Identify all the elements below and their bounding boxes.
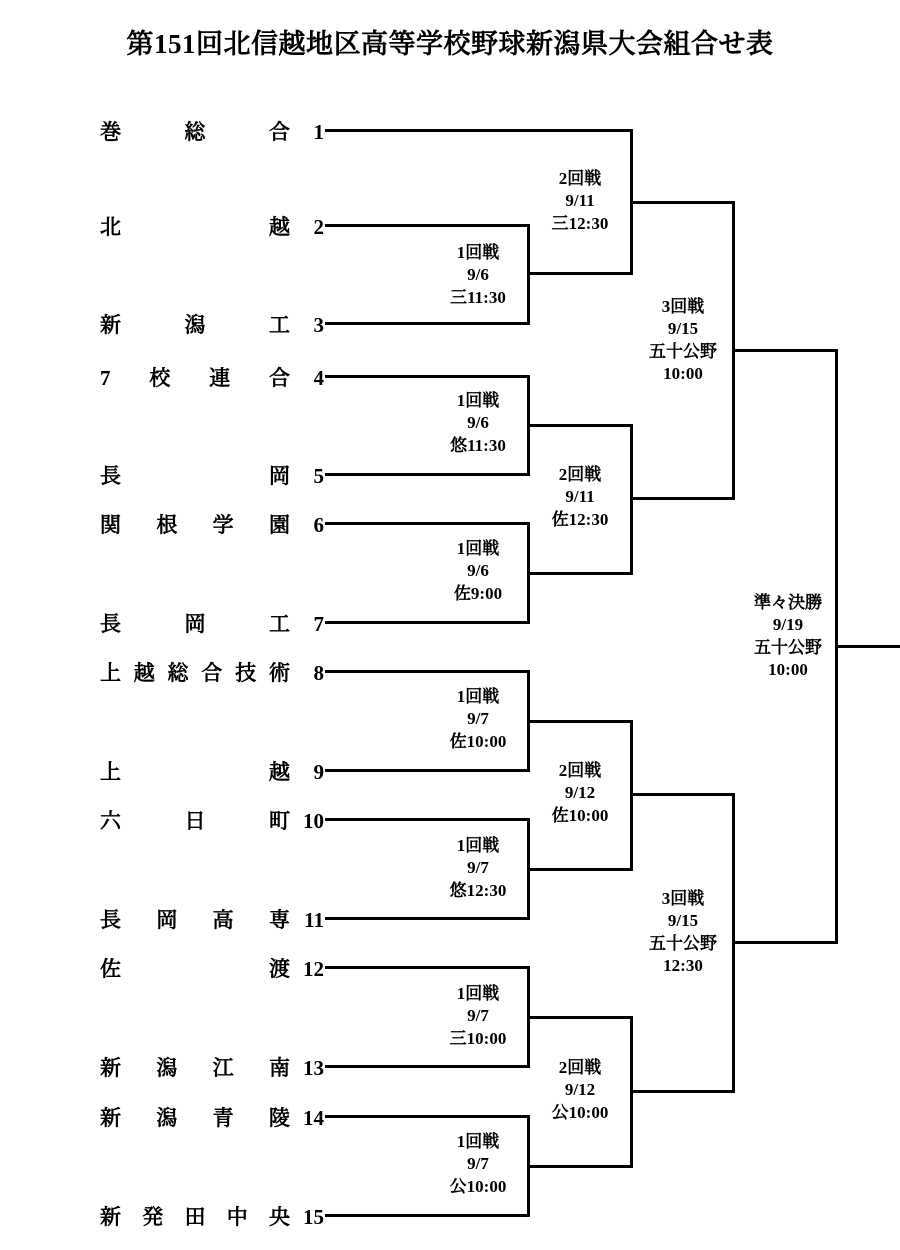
match-venue: 五十公野 [649,341,717,361]
match-round: 3回戦 [661,889,705,908]
bracket-line [630,201,735,204]
team-entry [100,212,324,238]
team-name: 六 日 町 [100,809,290,834]
page-title: 第151回北信越地区高等学校野球新潟県大会組合せ表 [126,29,774,59]
team-seed: 3 [313,313,324,338]
team-name: 上越総合技術 [100,661,290,686]
team-name: 上 越 [100,760,290,785]
match-round: 1回戦 [456,539,500,558]
team-entry [100,1202,324,1228]
team-seed: 11 [304,908,324,933]
team-seed: 12 [303,957,324,982]
bracket-line [325,1214,530,1217]
bracket-line [527,868,632,871]
team-seed: 15 [303,1205,324,1230]
team-seed: 5 [313,464,324,489]
match-venue-time: 佐10:00 [551,805,609,825]
match-date: 9/6 [467,413,489,433]
team-entry [100,757,324,783]
match-venue-time: 悠11:30 [450,435,506,455]
team-entry [100,117,324,143]
match-date: 9/19 [772,615,804,635]
team-entry [100,609,324,635]
match-round: 2回戦 [558,761,602,780]
team-name: 佐 渡 [100,957,290,982]
match-date: 9/15 [667,911,699,931]
match-label-r2-m3 [530,760,630,827]
team-name: 新 潟 工 [100,313,290,338]
match-label-r3-m1 [633,296,733,386]
match-label-r2-m1 [530,168,630,235]
team-entry [100,363,324,389]
team-name: 巻 総 合 [100,120,290,145]
team-seed: 2 [313,215,324,240]
match-venue-time: 悠12:30 [449,880,507,900]
team-seed: 1 [313,120,324,145]
match-date: 9/7 [467,1154,489,1174]
match-time: 12:30 [663,956,703,976]
bracket-line [325,670,530,673]
bracket-line [325,473,530,476]
match-round: 1回戦 [456,687,500,706]
match-venue-time: 佐10:00 [449,731,507,751]
team-name: 長 岡 工 [100,612,290,637]
match-venue-time: 三11:30 [450,287,506,307]
bracket-line [325,1115,530,1118]
match-round: 3回戦 [661,297,705,316]
match-date: 9/11 [565,191,595,211]
bracket-line [835,645,900,648]
bracket-line [325,621,530,624]
match-round: 1回戦 [456,1132,500,1151]
match-label-quarterfinal [738,592,838,682]
bracket-line [325,1065,530,1068]
bracket-line [527,572,632,575]
bracket-line [527,1165,632,1168]
bracket-line [527,720,632,723]
team-name: 7 校 連 合 [100,366,290,391]
match-date: 9/7 [467,858,489,878]
match-date: 9/15 [667,319,699,339]
team-seed: 4 [313,366,324,391]
bracket-line [325,769,530,772]
team-entry [100,1103,324,1129]
match-venue-time: 公10:00 [449,1176,507,1196]
team-seed: 8 [313,661,324,686]
match-label-r1-m1 [428,242,528,309]
match-label-r1-m5 [428,835,528,902]
team-seed: 7 [313,612,324,637]
bracket-line [325,522,530,525]
team-entry [100,806,324,832]
match-label-r1-m7 [428,1131,528,1198]
match-date: 9/6 [467,561,489,581]
match-label-r1-m3 [428,538,528,605]
team-seed: 14 [303,1106,324,1131]
match-label-r2-m4 [530,1057,630,1124]
bracket-line [325,375,530,378]
team-name: 北 越 [100,215,290,240]
match-venue-time: 佐12:30 [551,509,609,529]
match-date: 9/7 [467,709,489,729]
bracket-line [630,1090,735,1093]
team-entry [100,905,324,931]
bracket-line [527,272,632,275]
match-round: 2回戦 [558,1058,602,1077]
bracket-line [325,917,530,920]
team-name: 長 岡 [100,464,290,489]
bracket-line [630,497,735,500]
match-label-r1-m6 [428,983,528,1050]
team-seed: 10 [303,809,324,834]
bracket-line [325,966,530,969]
match-round: 2回戦 [558,465,602,484]
team-seed: 6 [313,513,324,538]
team-entry [100,310,324,336]
match-venue-time: 三10:00 [449,1028,507,1048]
match-date: 9/6 [467,265,489,285]
match-venue-time: 佐9:00 [453,583,503,603]
match-label-r3-m2 [633,888,733,978]
match-date: 9/12 [564,1080,596,1100]
match-venue: 五十公野 [649,933,717,953]
match-date: 9/12 [564,783,596,803]
team-entry [100,1053,324,1079]
team-name: 関 根 学 園 [100,513,290,538]
match-date: 9/7 [467,1006,489,1026]
bracket-line [527,1016,632,1019]
match-label-r1-m4 [428,686,528,753]
bracket-line [325,224,530,227]
match-round: 準々決勝 [754,593,822,612]
team-seed: 13 [303,1056,324,1081]
bracket-line [732,349,837,352]
match-time: 10:00 [663,364,703,384]
bracket-line [527,424,632,427]
team-seed: 9 [313,760,324,785]
team-name: 新 発 田 中 央 [100,1205,290,1230]
team-name: 新 潟 青 陵 [100,1106,290,1131]
match-venue: 五十公野 [754,637,822,657]
bracket-line [325,322,530,325]
match-round: 1回戦 [456,243,500,262]
match-venue-time: 三12:30 [551,213,609,233]
match-label-r1-m2 [428,390,528,457]
bracket-line [325,129,632,132]
match-round: 1回戦 [456,391,500,410]
team-name: 長 岡 高 専 [100,908,290,933]
match-time: 10:00 [768,660,808,680]
match-venue-time: 公10:00 [551,1102,609,1122]
bracket-line [630,793,735,796]
bracket-line [732,941,837,944]
match-round: 1回戦 [456,984,500,1003]
bracket-line [325,818,530,821]
team-name: 新 潟 江 南 [100,1056,290,1081]
match-label-r2-m2 [530,464,630,531]
team-entry [100,658,324,684]
team-entry [100,954,324,980]
match-round: 1回戦 [456,836,500,855]
match-round: 2回戦 [558,169,602,188]
team-entry [100,461,324,487]
team-entry [100,510,324,536]
match-date: 9/11 [565,487,595,507]
